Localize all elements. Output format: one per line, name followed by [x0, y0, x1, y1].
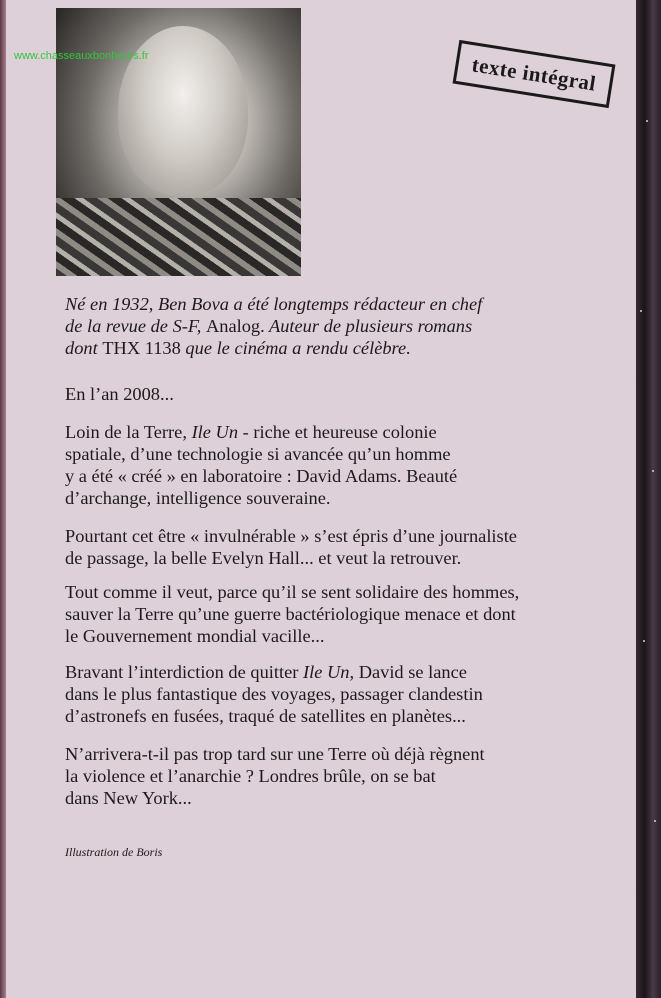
- p4-line-2: dans le plus fantastique des voyages, passager clandestin: [65, 684, 483, 704]
- author-photo: [56, 8, 301, 276]
- bio-line-3: [65, 337, 633, 359]
- site-watermark: www.chasseauxbonheurs.fr: [14, 50, 149, 62]
- p2-line-1: Pourtant cet être « invulnérable » s’est épris d’une journaliste: [65, 526, 517, 546]
- p1-line-4: d’archange, intelligence souveraine.: [65, 488, 331, 508]
- p1-start: Loin de la Terre,: [65, 422, 187, 442]
- synopsis-paragraph-4: [65, 661, 633, 727]
- p4-start: Bravant l’interdiction de quitter: [65, 662, 299, 682]
- bio-line-2-start: de la revue de S-F,: [65, 316, 202, 336]
- synopsis-paragraph-1: [65, 421, 633, 509]
- p1-line-2: spatiale, d’une technologie si avancée qu’un homme: [65, 444, 451, 464]
- p1-end: - riche et heureuse colonie: [242, 422, 437, 442]
- bio-line-2-end: Auteur de plusieurs romans: [268, 316, 473, 336]
- p1-line-3: y a été « créé » en laboratoire : David Adams. Beauté: [65, 466, 458, 486]
- film-title: THX 1138: [102, 338, 181, 358]
- bio-line-3-end: que le cinéma a rendu célèbre.: [185, 338, 411, 358]
- intro-line: En l’an 2008...: [65, 384, 174, 404]
- ile-un-name-2: Ile Un,: [303, 662, 355, 682]
- p4-line-3: d’astronefs en fusées, traqué de satellites en planètes...: [65, 706, 466, 726]
- bio-line-1: Né en 1932, Ben Bova a été longtemps rédacteur en chef: [65, 294, 483, 314]
- p5-line-1: N’arrivera-t-il pas trop tard sur une Terre où déjà règnent: [65, 744, 485, 764]
- p5-line-3: dans New York...: [65, 788, 192, 808]
- magazine-title: Analog.: [205, 316, 265, 336]
- back-cover: [6, 0, 636, 998]
- ile-un-name: Ile Un: [191, 422, 239, 442]
- p3-line-2: sauver la Terre qu’une guerre bactériologique menace et dont: [65, 604, 516, 624]
- p4-end: David se lance: [358, 662, 467, 682]
- p4-line-1: [65, 661, 633, 683]
- p1-line-1: [65, 421, 633, 443]
- texte-integral-stamp: texte intégral: [453, 40, 616, 108]
- author-bio: [65, 293, 633, 359]
- bio-line-3-start: dont: [65, 338, 98, 358]
- author-shirt: [56, 198, 301, 276]
- p2-line-2: de passage, la belle Evelyn Hall... et veut la retrouver.: [65, 548, 462, 568]
- illustration-credit: Illustration de Boris: [65, 845, 163, 859]
- starfield-edge: [634, 0, 661, 998]
- bio-line-2: [65, 315, 633, 337]
- synopsis-paragraph-5: [65, 743, 633, 809]
- synopsis-paragraph-2: [65, 525, 633, 569]
- p3-line-1: Tout comme il veut, parce qu’il se sent solidaire des hommes,: [65, 582, 520, 602]
- synopsis-paragraph-3: [65, 581, 633, 647]
- p5-line-2: la violence et l’anarchie ? Londres brûle, on se bat: [65, 766, 436, 786]
- p3-line-3: le Gouvernement mondial vacille...: [65, 626, 325, 646]
